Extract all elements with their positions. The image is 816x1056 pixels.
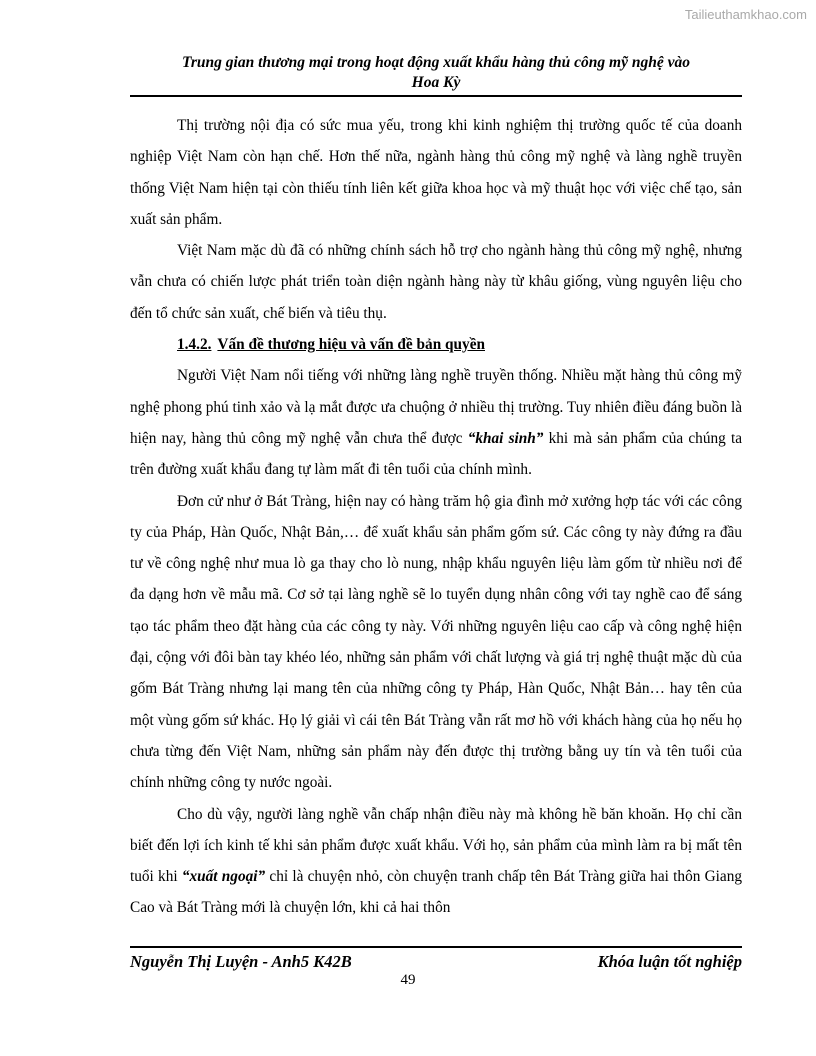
section-heading [130, 329, 742, 360]
paragraph-villagers-accept [130, 799, 742, 924]
emphasis-xuat-ngoai: “xuất ngoại” [181, 868, 266, 886]
footer-document-type: Khóa luận tốt nghiệp [597, 952, 742, 971]
watermark: Tailieuthamkhao.com [684, 7, 807, 22]
section-number: 1.4.2. [177, 336, 212, 354]
running-header [130, 53, 742, 93]
paragraph-domestic-market: Thị trường nội địa có sức mua yếu, trong khi kinh nghiệm thị trường quốc tế của doanh nghiệp Việt Nam còn hạn chế. Hơn thế nữa, ngành hàng thủ công mỹ nghệ và làng nghề truyền thống Việt Nam hiện tại còn thiếu tính liên kết giữa khoa học và mỹ thuật học với việc chế tạo, sản xuất sản phẩm. [130, 117, 742, 228]
footer-divider [130, 946, 742, 948]
page-body [130, 110, 742, 924]
paragraph-text: khi mà sản phẩm của chúng ta trên đường xuất khẩu đang tự làm mất đi tên tuổi của chính mình. [130, 429, 742, 479]
paragraph-text: Người Việt Nam nổi tiếng với những làng nghề truyền thống. Nhiều mặt hàng thủ công mỹ nghệ phong phú tinh xảo và lạ mắt được ưa chuộng ở nhiều thị trường. Tuy nhiên điều đáng buồn là hiện nay, hàng thủ công mỹ nghệ vẫn chưa thể được [130, 367, 742, 447]
paragraph-text: Cho dù vậy, người làng nghề vẫn chấp nhận điều này mà không hề băn khoăn. Họ chỉ cần biết đến lợi ích kinh tế khi sản phẩm được xuất khẩu. Với họ, sản phẩm của mình làm ra bị mất tên tuổi khi [130, 805, 742, 886]
footer-author: Nguyễn Thị Luyện - Anh5 K42B [130, 952, 352, 971]
section-title: Vấn đề thương hiệu và vấn đề bản quyền [217, 336, 485, 354]
header-divider [130, 95, 742, 97]
header-line-2: Hoa Kỳ [411, 74, 461, 91]
paragraph-bat-trang-example: Đơn cử như ở Bát Tràng, hiện nay có hàng trăm hộ gia đình mở xưởng hợp tác với các công ty của Pháp, Hàn Quốc, Nhật Bản,… để xuất khẩu sản phẩm gốm sứ. Các công ty này đứng ra đầu tư về công nghệ như mua lò ga thay cho lò nung, nhập khẩu nguyên liệu làm gốm từ nhiều nơi để đa dạng hơn về mẫu mã. Cơ sở tại làng nghề sẽ lo tuyển dụng nhân công với tay nghề cao để sáng tạo tác phẩm theo đặt hàng của các công ty này. Với những nguyên liệu cao cấp và công nghệ hiện đại, cộng với đôi bàn tay khéo léo, những sản phẩm với chất lượng và giá trị nghệ thuật mặc dù của gốm Bát Tràng nhưng lại mang tên của những công ty Pháp, Hàn Quốc, Nhật Bản… hay tên của một vùng gốm sứ khác. Họ lý giải vì cái tên Bát Tràng vẫn rất mơ hồ với khách hàng của họ nếu họ chưa từng đến Việt Nam, những sản phẩm này đến được thị trường bằng uy tín và tên tuổi của chính những công ty nước ngoài. [130, 492, 742, 792]
paragraph-text: chỉ là chuyện nhỏ, còn chuyện tranh chấp tên Bát Tràng giữa hai thôn Giang Cao và Bát Tràng mới là chuyện lớn, khi cả hai thôn [130, 868, 742, 917]
emphasis-khai-sinh: “khai sinh” [467, 429, 544, 447]
page-number: 49 [400, 972, 416, 988]
header-line-1: Trung gian thương mại trong hoạt động xuất khẩu hàng thủ công mỹ nghệ vào [181, 54, 690, 71]
paragraph-support-policy: Việt Nam mặc dù đã có những chính sách hỗ trợ cho ngành hàng thủ công mỹ nghệ, nhưng vẫn chưa có chiến lược phát triển toàn diện ngành hàng này từ khâu giống, vùng nguyên liệu cho đến tổ chức sản xuất, chế biến và tiêu thụ. [130, 242, 742, 322]
paragraph-craft-villages [130, 360, 742, 485]
